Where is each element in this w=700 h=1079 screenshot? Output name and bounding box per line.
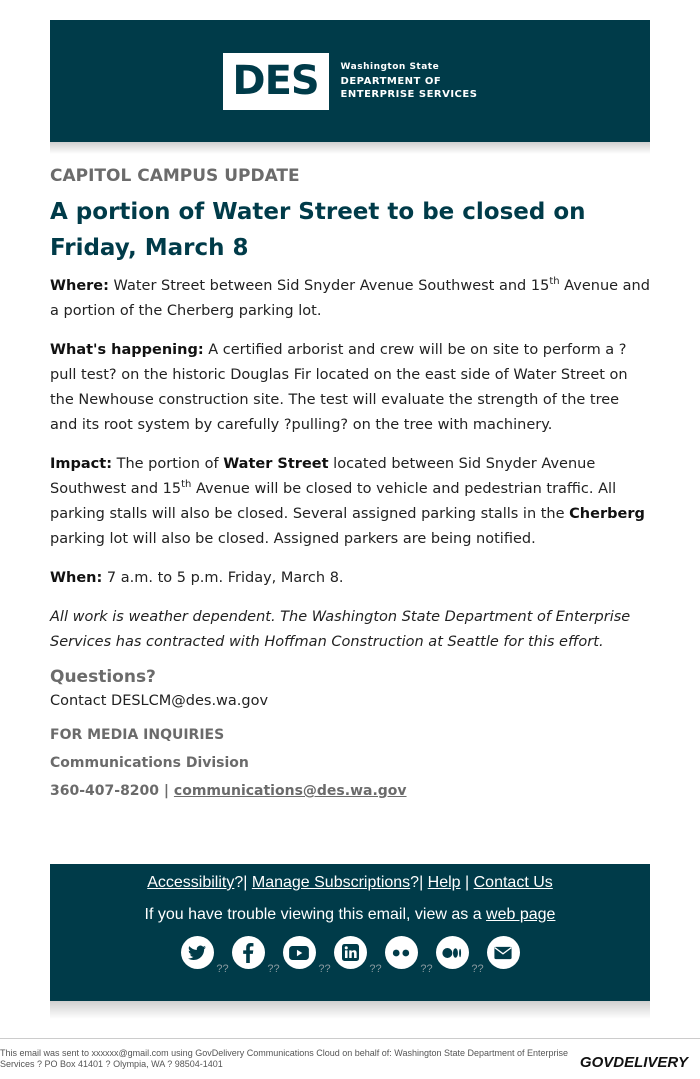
impact-text-4: parking lot will also be closed. Assigned parkers are being notified.: [50, 531, 536, 547]
impact-paragraph: [50, 452, 650, 552]
des-logo: [223, 53, 478, 110]
happening-paragraph: [50, 338, 650, 438]
impact-sup: th: [181, 479, 192, 491]
when-text: 7 a.m. to 5 p.m. Friday, March 8.: [102, 570, 344, 586]
youtube-icon[interactable]: [283, 936, 316, 969]
icon-placeholder-4: ??: [369, 963, 382, 975]
icon-placeholder-2: ??: [267, 963, 280, 975]
media-heading: FOR MEDIA INQUIRIES: [50, 727, 225, 743]
media-contact-line: [50, 783, 650, 799]
footer-links: [50, 874, 650, 892]
social-icons: [50, 936, 650, 975]
header-shadow: [50, 142, 650, 154]
sent-notice: This email was sent to xxxxxx@gmail.com using GovDelivery Communications Cloud on behalf of: Washington State Department of Enterprise Services ? PO Box 41401 ? Olympia, WA ? 98504-1401: [0, 1048, 569, 1069]
where-paragraph: [50, 274, 650, 324]
impact-bold-1: Water Street: [223, 456, 329, 472]
when-label: When:: [50, 570, 103, 586]
footer-shadow: [50, 1001, 650, 1019]
media-division: Communications Division: [50, 755, 249, 771]
when-paragraph: [50, 566, 650, 591]
happening-label: What's happening:: [50, 342, 204, 358]
icon-placeholder-3: ??: [318, 963, 331, 975]
logo-mark-text: DES: [232, 58, 319, 104]
logo-line-3: ENTERPRISE SERVICES: [340, 88, 478, 100]
bottom-divider: [0, 1038, 700, 1039]
footer-sep-1: ?|: [234, 874, 252, 891]
accessibility-link[interactable]: Accessibility: [147, 874, 235, 891]
note-paragraph: All work is weather dependent. The Washington State Department of Enterprise Services has contracted with Hoffman Construction at Seattle for this effort.: [50, 609, 631, 650]
where-text-a: Water Street between Sid Snyder Avenue Southwest and 15: [108, 278, 550, 294]
email-icon[interactable]: [487, 936, 520, 969]
logo-wordmark: [341, 62, 478, 101]
happening-text: A certified arborist and crew will be on site to perform a ?pull test? on the historic Douglas Fir located on the east side of Water Street on the Newhouse construction site. The test will evaluate the strength of the tree and its root system by carefully ?pulling? on the tree with machinery.: [50, 342, 628, 433]
medium-icon[interactable]: [436, 936, 469, 969]
twitter-icon[interactable]: [181, 936, 214, 969]
manage-subscriptions-link[interactable]: Manage Subscriptions: [251, 874, 411, 891]
logo-mark: [223, 53, 329, 110]
impact-bold-2: Cherberg: [569, 506, 645, 522]
kicker: CAPITOL CAMPUS UPDATE: [50, 166, 300, 186]
help-link[interactable]: Help: [427, 874, 461, 891]
impact-label: Impact:: [50, 456, 112, 472]
media-phone: 360-407-8200: [50, 783, 160, 799]
page-title: A portion of Water Street to be closed on Friday, March 8: [50, 199, 586, 261]
media-email-link[interactable]: communications@des.wa.gov: [173, 783, 407, 799]
where-sup: th: [549, 276, 560, 288]
where-label: Where:: [50, 278, 109, 294]
web-page-link[interactable]: web page: [486, 906, 556, 923]
questions-heading: Questions?: [50, 667, 156, 687]
where-text-b: Avenue and a portion of the Cherberg parking lot.: [50, 278, 650, 319]
icon-placeholder-6: ??: [471, 963, 484, 975]
view-text: If you have trouble viewing this email, view as a: [144, 906, 487, 923]
email-body: [50, 20, 650, 799]
icon-placeholder-1: ??: [216, 963, 229, 975]
linkedin-icon[interactable]: [334, 936, 367, 969]
media-separator: |: [159, 783, 174, 799]
contact-us-link[interactable]: Contact Us: [473, 874, 553, 891]
footer-sep-3: |: [460, 874, 474, 891]
icon-placeholder-5: ??: [420, 963, 433, 975]
flickr-icon[interactable]: [385, 936, 418, 969]
impact-text-3: Avenue will be closed to vehicle and pedestrian traffic. All parking stalls will also be closed. Several assigned parking stalls in the: [50, 481, 617, 522]
header-banner: [50, 20, 650, 142]
facebook-icon[interactable]: [232, 936, 265, 969]
govdelivery-logo[interactable]: GOVDELIVERY: [579, 1054, 688, 1071]
footer-sep-2: ?|: [410, 874, 428, 891]
impact-text-2: located between Sid Snyder Avenue Southwest and 15: [50, 456, 596, 497]
questions-contact: Contact DESLCM@des.wa.gov: [50, 693, 269, 709]
impact-text-1: The portion of: [112, 456, 224, 472]
logo-line-1: Washington State: [340, 61, 440, 72]
logo-line-2: DEPARTMENT OF: [340, 75, 442, 87]
footer-view-line: [50, 906, 650, 924]
footer: [50, 864, 650, 1001]
